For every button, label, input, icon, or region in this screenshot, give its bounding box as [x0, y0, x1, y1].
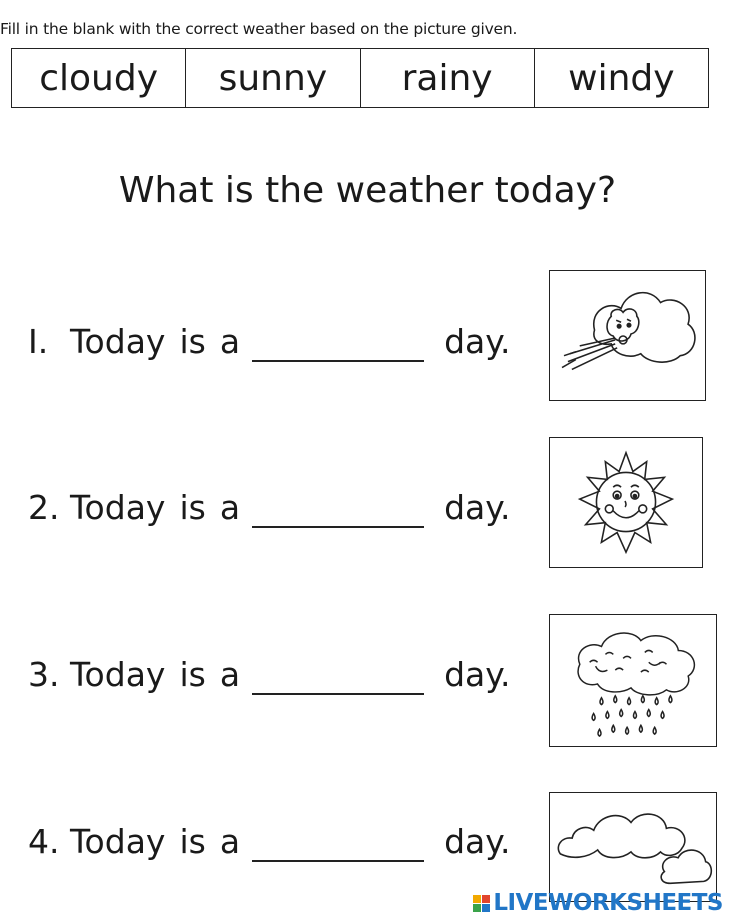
question-number: 2.	[28, 488, 60, 527]
answer-input-3[interactable]	[252, 667, 424, 695]
question-is: is	[179, 488, 206, 527]
question-a: a	[219, 488, 241, 527]
clouds-icon	[549, 792, 717, 902]
question-day: day.	[444, 655, 511, 694]
word-bank-windy: windy	[534, 49, 709, 107]
question-is: is	[179, 822, 206, 861]
question-a: a	[219, 822, 241, 861]
question-number: I.	[28, 322, 49, 361]
question-2	[28, 488, 511, 528]
question-number: 4.	[28, 822, 60, 861]
question-today: Today	[70, 488, 166, 527]
question-4	[28, 822, 511, 862]
windy-cloud-icon	[549, 270, 706, 401]
answer-input-1[interactable]	[252, 334, 424, 362]
question-today: Today	[70, 822, 166, 861]
question-3	[28, 655, 511, 695]
question-a: a	[219, 322, 241, 361]
question-a: a	[219, 655, 241, 694]
liveworksheets-logo	[473, 890, 723, 916]
question-number: 3.	[28, 655, 60, 694]
question-is: is	[179, 655, 206, 694]
question-day: day.	[444, 488, 511, 527]
question-day: day.	[444, 322, 511, 361]
answer-input-4[interactable]	[252, 834, 424, 862]
sun-icon	[549, 437, 703, 568]
question-1	[28, 322, 511, 362]
answer-input-2[interactable]	[252, 500, 424, 528]
question-is: is	[179, 322, 206, 361]
rain-cloud-icon	[549, 614, 717, 747]
question-day: day.	[444, 822, 511, 861]
logo-mark-icon	[473, 895, 490, 912]
word-bank-sunny: sunny	[185, 49, 359, 107]
word-bank	[11, 48, 709, 108]
page-title: What is the weather today?	[118, 170, 617, 211]
question-today: Today	[70, 655, 166, 694]
word-bank-cloudy: cloudy	[11, 49, 185, 107]
word-bank-rainy: rainy	[360, 49, 534, 107]
instruction-text: Fill in the blank with the correct weather based on the picture given.	[0, 20, 518, 38]
question-today: Today	[70, 322, 166, 361]
logo-text: LIVEWORKSHEETS	[493, 890, 723, 916]
